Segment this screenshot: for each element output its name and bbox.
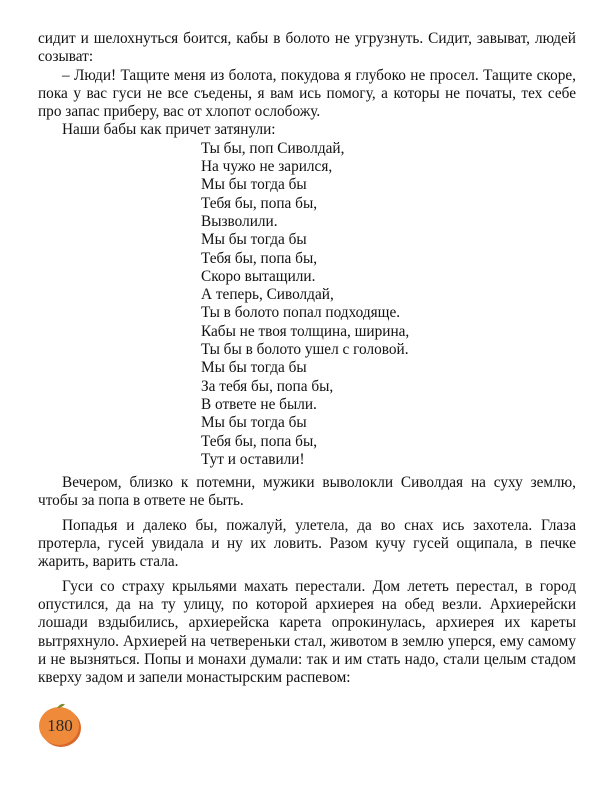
verse-line: Скоро вытащили. bbox=[201, 267, 316, 285]
verse-line: На чужо не зарился, bbox=[201, 158, 333, 176]
verse-line: Тебя бы, попа бы, bbox=[201, 249, 318, 267]
verse-line: Тебя бы, попа бы, bbox=[201, 432, 318, 450]
verse-line: В ответе не были. bbox=[201, 395, 317, 413]
verse-line: Мы бы тогда бы bbox=[201, 359, 307, 377]
paragraph: Попадья и далеко бы, пожалуй, улетела, да во снах ись захотела. Глаза протерла, гусей увидала и ну их ловить. Разом кучу гусей ощипала, в печке жарить, варить стала. bbox=[38, 516, 576, 571]
paragraph: Вечером, близко к потемни, мужики выволокли Сиволдая на суху землю, чтобы за попа в ответе не быть. bbox=[38, 474, 576, 510]
page-number-badge bbox=[38, 702, 82, 748]
verse-line: Мы бы тогда бы bbox=[201, 414, 307, 432]
paragraph: Наши бабы как причет затянули: bbox=[62, 121, 276, 139]
verse-line: Мы бы тогда бы bbox=[201, 231, 307, 249]
paragraph: – Люди! Тащите меня из болота, покудова я глубоко не просел. Тащите скоре, пока у вас гуси не все съедены, я вам ись помогу, а которы не початы, тех себе про запас приберу, вас от хлопот ослобожу. bbox=[38, 66, 576, 121]
verse-line: Кабы не твоя толщина, ширина, bbox=[201, 322, 410, 340]
page-content bbox=[38, 30, 576, 687]
page-number: 180 bbox=[47, 716, 73, 735]
verse-line: Вызволили. bbox=[201, 212, 278, 230]
verse-line: Ты бы в болото ушел с головой. bbox=[201, 341, 409, 359]
verse-block bbox=[201, 140, 576, 469]
verse-line: Ты в болото попал подходяще. bbox=[201, 304, 401, 322]
verse-line: А теперь, Сиволдай, bbox=[201, 286, 334, 304]
verse-line: За тебя бы, попа бы, bbox=[201, 377, 334, 395]
paragraph: сидит и шелохнуться боится, кабы в болото не угрузнуть. Сидит, завыват, людей созыват: bbox=[38, 30, 576, 66]
verse-line: Мы бы тогда бы bbox=[201, 176, 307, 194]
verse-line: Тебя бы, попа бы, bbox=[201, 194, 318, 212]
paragraph: Гуси со страху крыльями махать перестали. Дом лететь перестал, в город опустился, да на ту улицу, по которой архиерея на обед везли. Архиерейски лошади вздыбились, архиерейска карета опрокинулась, архиерея их кареты вытряхнуло. Архиерей на четвереньки стал, животом в землю уперся, ему самому и не вызняться. Попы и монахи думали: так и им стать надо, стали целым стадом кверху задом и запели монастырским распевом: bbox=[38, 577, 576, 687]
verse-line: Тут и оставили! bbox=[201, 450, 305, 468]
verse-line: Ты бы, поп Сиволдай, bbox=[201, 139, 345, 157]
